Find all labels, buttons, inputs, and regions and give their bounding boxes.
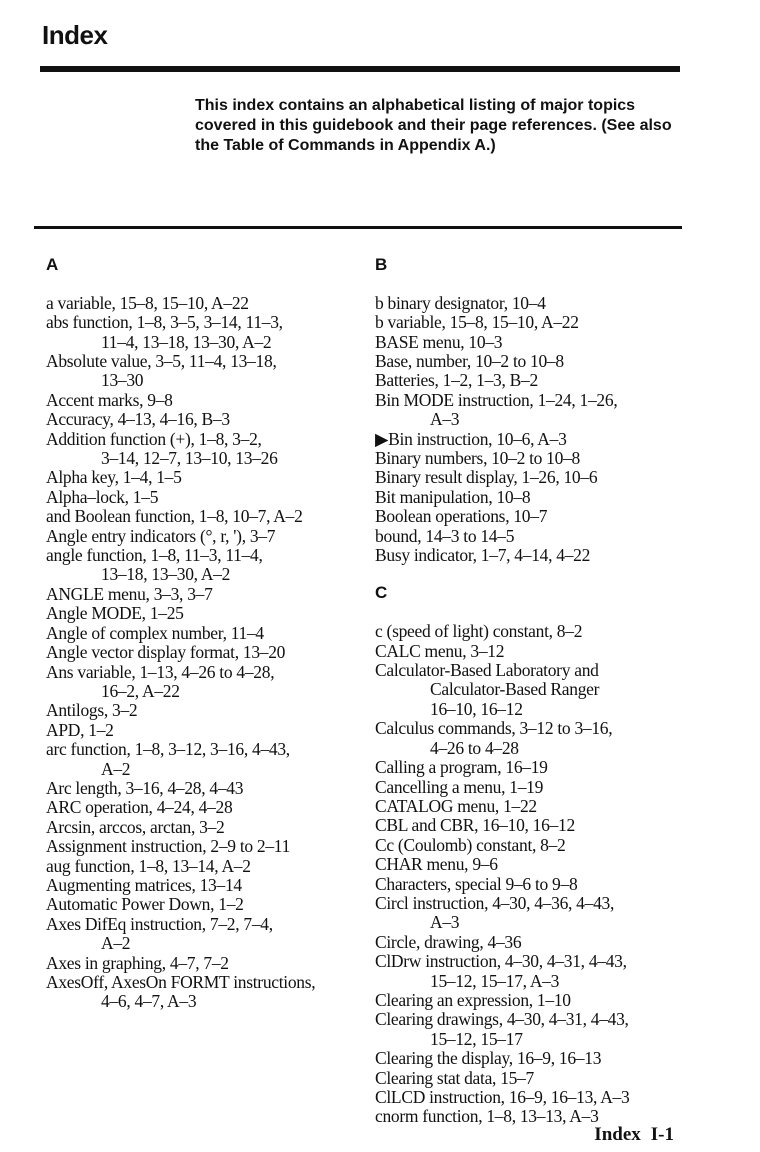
index-entry: ▶Bin instruction, 10–6, A–3	[375, 428, 567, 449]
index-entry-continuation: 3–14, 12–7, 13–10, 13–26	[101, 448, 278, 469]
section-letter-c: C	[375, 583, 387, 603]
index-entry: Bin MODE instruction, 1–24, 1–26,	[375, 389, 618, 410]
index-entry: Arcsin, arccos, arctan, 3–2	[46, 816, 225, 837]
index-entry: AxesOff, AxesOn FORMT instructions,	[46, 972, 316, 992]
index-entry: Alpha key, 1–4, 1–5	[46, 467, 182, 488]
index-entry: angle function, 1–8, 11–3, 11–4,	[46, 545, 263, 566]
index-entry: ARC operation, 4–24, 4–28	[46, 797, 233, 818]
index-entry: Calling a program, 16–19	[375, 757, 548, 778]
index-entry: cnorm function, 1–8, 13–13, A–3	[375, 1106, 599, 1127]
index-entry: Addition function (+), 1–8, 3–2,	[46, 428, 262, 449]
index-entry: Angle entry indicators (°, r, '), 3–7	[46, 525, 276, 546]
index-entry-continuation: A–2	[101, 933, 131, 954]
index-entry: Angle MODE, 1–25	[46, 603, 184, 624]
index-entry: a variable, 15–8, 15–10, A–22	[46, 292, 249, 313]
index-entry: CATALOG menu, 1–22	[375, 795, 537, 816]
letter-gap	[375, 603, 715, 622]
index-entry-continuation: 13–18, 13–30, A–2	[101, 564, 231, 585]
index-entry: Characters, special 9–6 to 9–8	[375, 873, 578, 894]
index-entry: and Boolean function, 1–8, 10–7, A–2	[46, 506, 303, 527]
index-entry-continuation: 16–10, 16–12	[430, 698, 523, 719]
index-column-right	[375, 255, 715, 1127]
index-entry: Antilogs, 3–2	[46, 700, 138, 721]
index-entry: Calculator-Based Laboratory and	[375, 660, 599, 681]
index-entry: Axes DifEq instruction, 7–2, 7–4,	[46, 913, 273, 934]
index-entry: Angle of complex number, 11–4	[46, 622, 264, 643]
page-number: I-1	[650, 1124, 674, 1145]
index-entry: ClDrw instruction, 4–30, 4–31, 4–43,	[375, 951, 627, 972]
index-entry: Cc (Coulomb) constant, 8–2	[375, 834, 566, 855]
index-entry: Angle vector display format, 13–20	[46, 642, 286, 663]
index-entry: Boolean operations, 10–7	[375, 506, 548, 527]
index-entry-continuation: A–2	[101, 758, 131, 779]
index-entry-continuation: 4–6, 4–7, A–3	[101, 991, 197, 1012]
index-entries-a	[46, 294, 356, 1012]
index-entry: BASE menu, 10–3	[375, 331, 503, 352]
index-entry-continuation: 4–26 to 4–28	[430, 737, 519, 758]
index-entry: CHAR menu, 9–6	[375, 854, 498, 875]
index-entry: Axes in graphing, 4–7, 7–2	[46, 952, 229, 973]
index-entry: CBL and CBR, 16–10, 16–12	[375, 815, 575, 836]
index-entry-continuation: 15–12, 15–17, A–3	[430, 970, 560, 991]
section-letter-a: A	[46, 255, 58, 274]
index-entry: CALC menu, 3–12	[375, 640, 505, 661]
intro-paragraph: This index contains an alphabetical listing of major topics covered in this guidebook and their page references. (See also the Table of Commands in Appendix A.)	[195, 97, 672, 154]
index-entry-continuation: 15–12, 15–17	[430, 1028, 523, 1049]
index-entry: Ans variable, 1–13, 4–26 to 4–28,	[46, 661, 275, 682]
index-entry: aug function, 1–8, 13–14, A–2	[46, 855, 251, 876]
index-entry-continuation: 13–30	[101, 370, 144, 391]
index-entry-continuation: 16–2, A–22	[101, 680, 180, 701]
index-entry-continuation: A–3	[430, 409, 460, 430]
index-entry: Binary result display, 1–26, 10–6	[375, 467, 598, 488]
letter-gap	[375, 274, 715, 293]
index-entry: b binary designator, 10–4	[375, 292, 546, 313]
index-entry: Base, number, 10–2 to 10–8	[375, 351, 564, 371]
index-entry: Augmenting matrices, 13–14	[46, 874, 242, 895]
index-entry: Accent marks, 9–8	[46, 389, 173, 410]
index-entry: Circl instruction, 4–30, 4–36, 4–43,	[375, 892, 615, 913]
index-entry: Batteries, 1–2, 1–3, B–2	[375, 370, 538, 391]
index-entry: ANGLE menu, 3–3, 3–7	[46, 583, 213, 604]
index-entry: Busy indicator, 1–7, 4–14, 4–22	[375, 545, 591, 566]
section-rule	[34, 226, 682, 229]
footer-label: Index	[594, 1124, 641, 1145]
index-entry: c (speed of light) constant, 8–2	[375, 621, 583, 642]
index-entry-continuation: Calculator-Based Ranger	[430, 679, 600, 700]
index-entries-b	[375, 294, 715, 566]
index-entry: Calculus commands, 3–12 to 3–16,	[375, 718, 613, 739]
index-column-left	[46, 255, 356, 1012]
index-entries-c	[375, 622, 715, 1127]
index-entry: Binary numbers, 10–2 to 10–8	[375, 448, 580, 469]
index-entry: abs function, 1–8, 3–5, 3–14, 11–3,	[46, 312, 283, 333]
index-entry: arc function, 1–8, 3–12, 3–16, 4–43,	[46, 739, 290, 760]
index-entry: Assignment instruction, 2–9 to 2–11	[46, 836, 291, 857]
page-title: Index	[42, 20, 108, 50]
index-entry: Clearing drawings, 4–30, 4–31, 4–43,	[375, 1009, 629, 1030]
index-entry: Alpha–lock, 1–5	[46, 486, 159, 507]
index-entry: Clearing stat data, 15–7	[375, 1067, 535, 1088]
index-entry: Circle, drawing, 4–36	[375, 931, 522, 952]
index-entry: Absolute value, 3–5, 11–4, 13–18,	[46, 351, 277, 371]
index-entry: bound, 14–3 to 14–5	[375, 525, 515, 546]
section-letter-b: B	[375, 255, 387, 274]
index-entry: Clearing the display, 16–9, 16–13	[375, 1048, 602, 1069]
index-entry: APD, 1–2	[46, 719, 114, 740]
title-rule	[40, 66, 680, 72]
index-entry: ClLCD instruction, 16–9, 16–13, A–3	[375, 1087, 630, 1107]
index-entry: Accuracy, 4–13, 4–16, B–3	[46, 409, 230, 430]
index-entry: Bit manipulation, 10–8	[375, 486, 531, 507]
letter-gap	[46, 274, 356, 293]
index-entry: Automatic Power Down, 1–2	[46, 894, 244, 915]
index-entry-continuation: 11–4, 13–18, 13–30, A–2	[101, 331, 272, 352]
index-entry: b variable, 15–8, 15–10, A–22	[375, 312, 579, 333]
page-footer	[594, 1124, 674, 1146]
index-entry: Cancelling a menu, 1–19	[375, 776, 544, 797]
index-entry: Clearing an expression, 1–10	[375, 989, 571, 1010]
index-entry-continuation: A–3	[430, 912, 460, 933]
index-entry: Arc length, 3–16, 4–28, 4–43	[46, 777, 244, 798]
